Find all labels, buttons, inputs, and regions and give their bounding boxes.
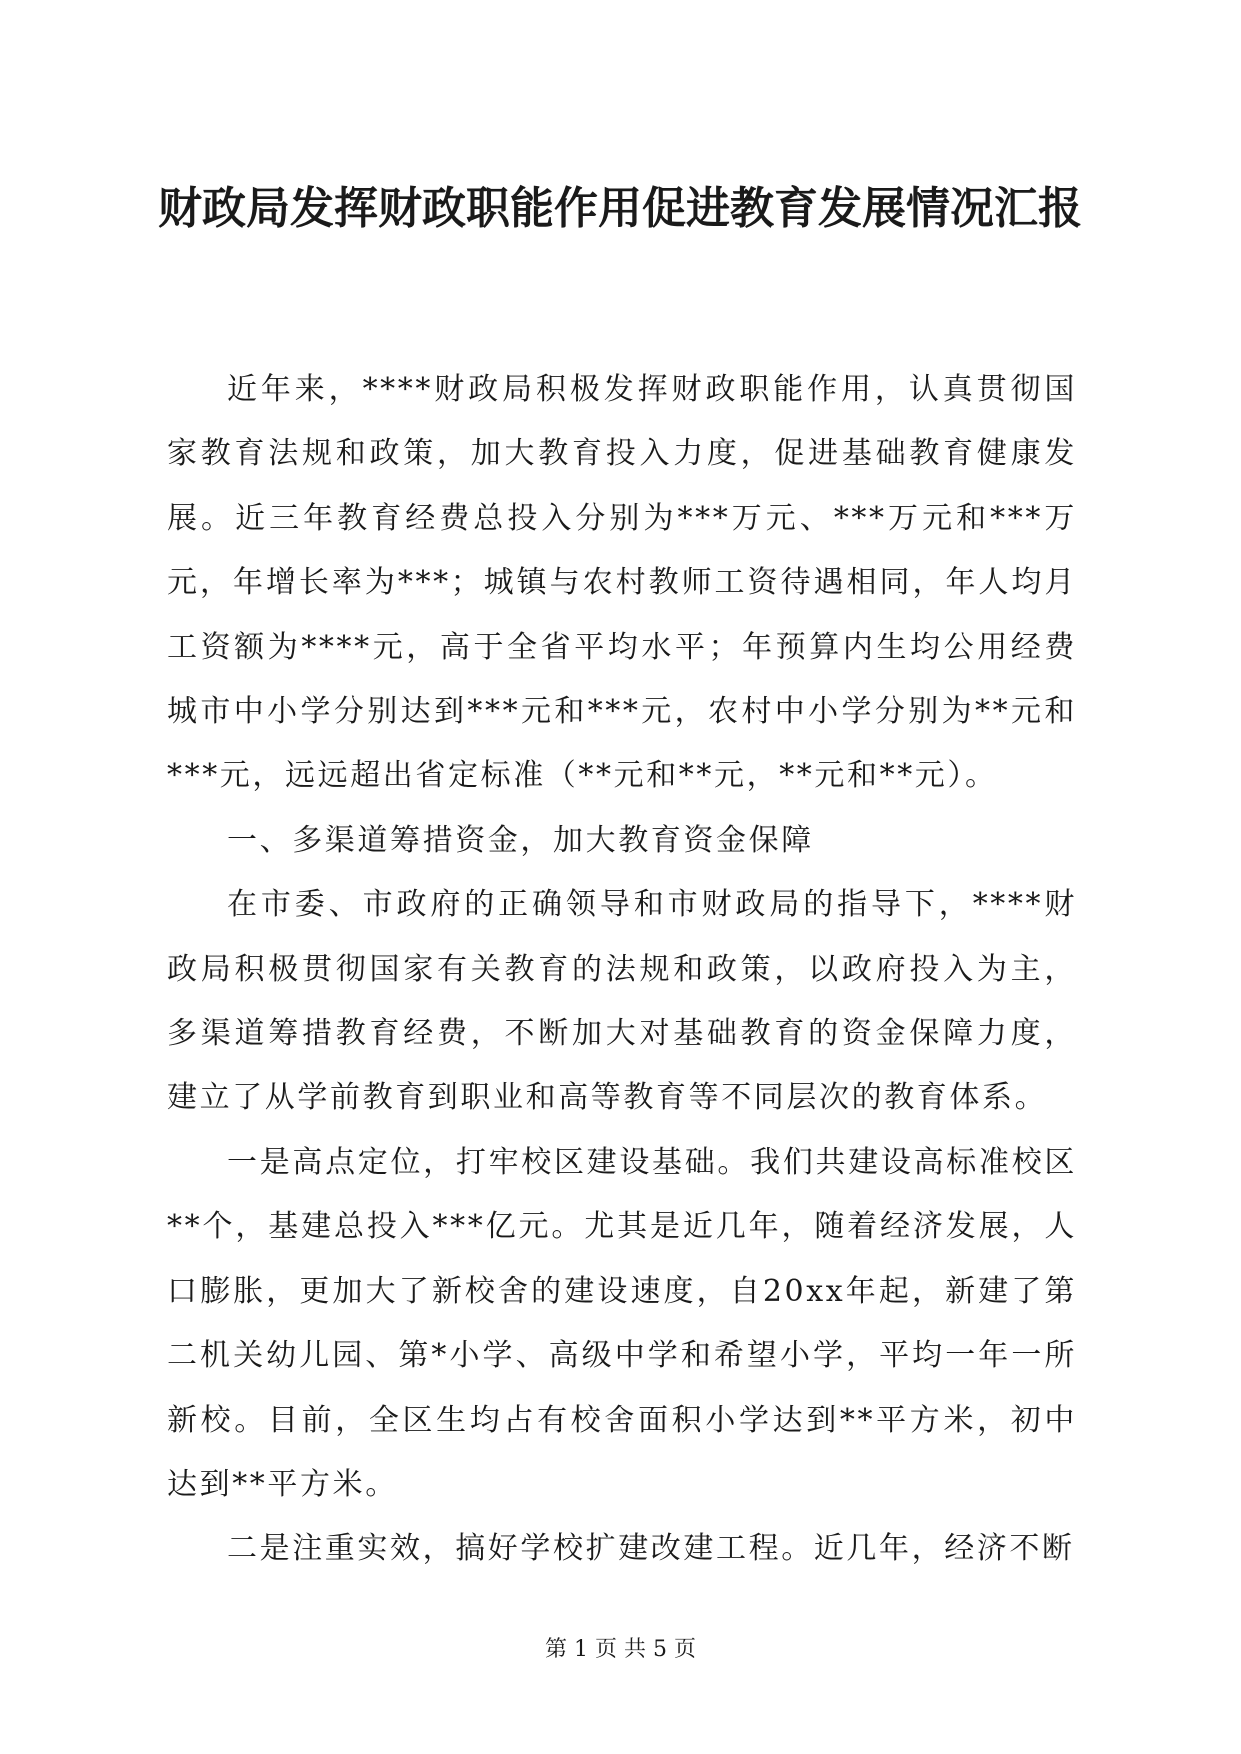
paragraph-point-2: 二是注重实效，搞好学校扩建改建工程。近几年，经济不断 bbox=[227, 1531, 1075, 1567]
section-heading-1: 一、多渠道筹措资金，加大教育资金保障 bbox=[227, 822, 814, 858]
page-footer: 第 1 页 共 5 页 bbox=[545, 1637, 696, 1662]
document-title: 财政局发挥财政职能作用促进教育发展情况汇报 bbox=[158, 183, 1082, 234]
document-body bbox=[167, 358, 1077, 1582]
paragraph-section-1: 在市委、市政府的正确领导和市财政局的指导下，****财政局积极贯彻国家有关教育的法规和政策，以政府投入为主，多渠道筹措教育经费，不断加大对基础教育的资金保障力度，建立了从学前教育到职业和高等教育等不同层次的教育体系。 bbox=[167, 887, 1077, 1116]
paragraph-intro: 近年来，****财政局积极发挥财政职能作用，认真贯彻国家教育法规和政策，加大教育投入力度，促进基础教育健康发展。近三年教育经费总投入分别为***万元、***万元和***万元，年增长率为***；城镇与农村教师工资待遇相同，年人均月工资额为****元，高于全省平均水平；年预算内生均公用经费城市中小学分别达到***元和***元，农村中小学分别为**元和***元，远远超出省定标准（**元和**元，**元和**元）。 bbox=[167, 372, 1077, 794]
paragraph-point-1: 一是高点定位，打牢校区建设基础。我们共建设高标准校区**个，基建总投入***亿元。尤其是近几年，随着经济发展，人口膨胀，更加大了新校舍的建设速度，自20xx年起，新建了第二机关幼儿园、第*小学、高级中学和希望小学，平均一年一所新校。目前，全区生均占有校舍面积小学达到**平方米，初中达到**平方米。 bbox=[167, 1144, 1077, 1502]
